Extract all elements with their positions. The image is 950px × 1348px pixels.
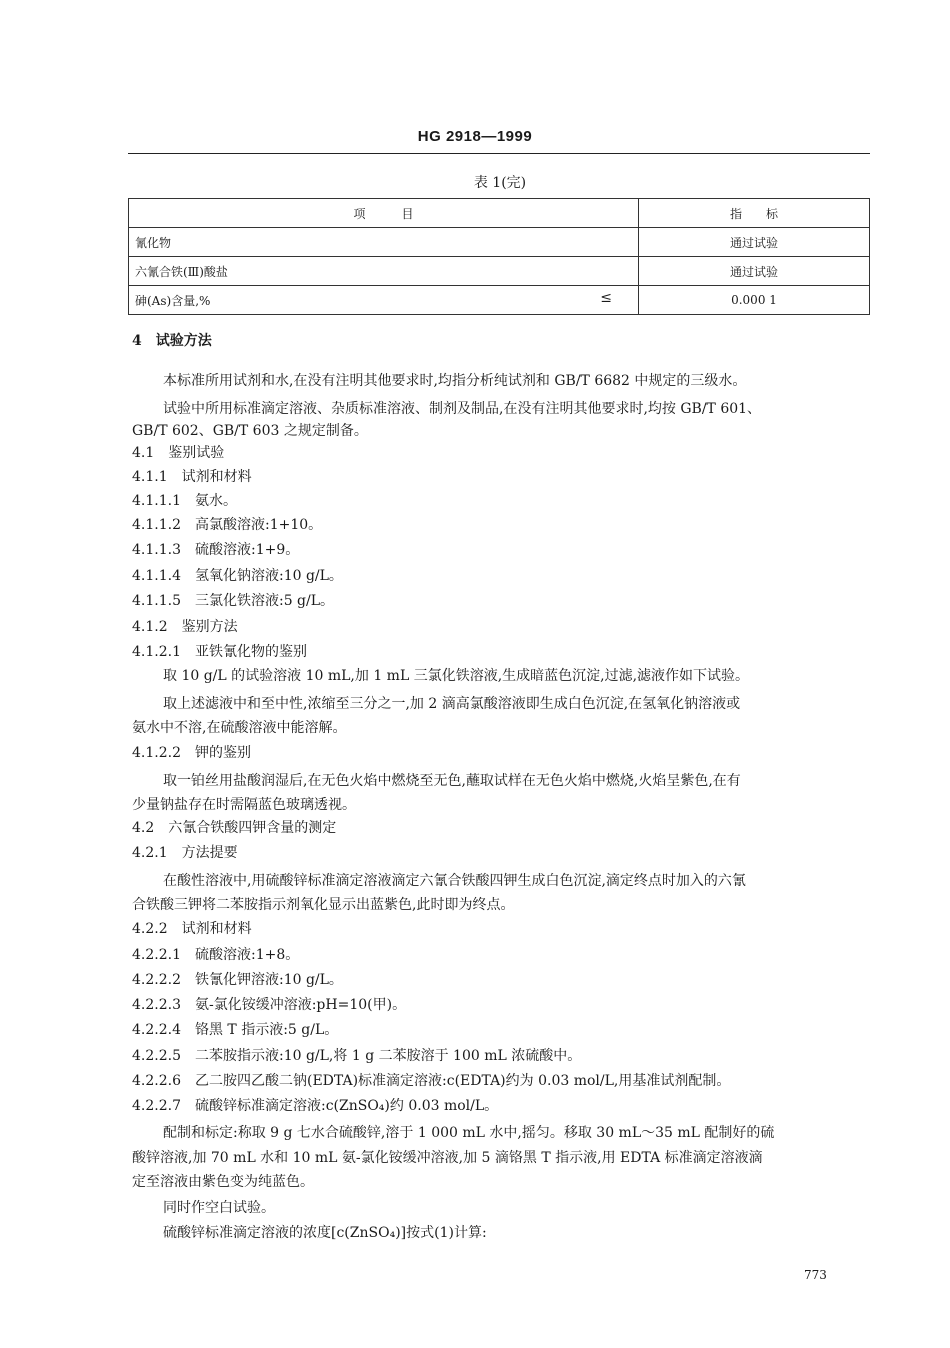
clause-heading: 4.1.2 鉴别方法 bbox=[132, 619, 238, 635]
clause-item: 4.2.2.1 硫酸溶液:1+8。 bbox=[132, 947, 300, 963]
row-value: 通过试验 bbox=[639, 257, 870, 286]
paragraph-line: 氨水中不溶,在硫酸溶液中能溶解。 bbox=[132, 720, 347, 736]
paragraph-line: 同时作空白试验。 bbox=[163, 1200, 275, 1216]
paragraph-line: 在酸性溶液中,用硫酸锌标准滴定溶液滴定六氰合铁酸四钾生成白色沉淀,滴定终点时加入的六氰 bbox=[163, 873, 746, 889]
header-rule bbox=[128, 153, 870, 154]
paragraph-line: 取 10 g/L 的试验溶液 10 mL,加 1 mL 三氯化铁溶液,生成暗蓝色沉淀,过滤,滤液作如下试验。 bbox=[163, 668, 750, 684]
paragraph-line: 硫酸锌标准滴定溶液的浓度[c(ZnSO₄)]按式(1)计算: bbox=[163, 1225, 487, 1241]
paragraph-line: 少量钠盐存在时需隔蓝色玻璃透视。 bbox=[132, 797, 356, 813]
table-row bbox=[129, 286, 870, 315]
row-item: 氰化物 bbox=[129, 228, 639, 257]
row-value: 通过试验 bbox=[639, 228, 870, 257]
standard-code: HG 2918—1999 bbox=[417, 128, 533, 145]
row-item: 六氰合铁(Ⅲ)酸盐 bbox=[129, 257, 639, 286]
paragraph-line: 酸锌溶液,加 70 mL 水和 10 mL 氨-氯化铵缓冲溶液,加 5 滴铬黑 T 指示液,用 EDTA 标准滴定溶液滴 bbox=[132, 1150, 763, 1166]
paragraph-line: 本标准所用试剂和水,在没有注明其他要求时,均指分析纯试剂和 GB/T 6682 中规定的三级水。 bbox=[163, 373, 747, 389]
clause-heading: 4.2.1 方法提要 bbox=[132, 845, 238, 861]
clause-item: 4.1.1.2 高氯酸溶液:1+10。 bbox=[132, 517, 323, 533]
spec-table bbox=[128, 198, 870, 315]
clause-item: 4.2.2.7 硫酸锌标准滴定溶液:c(ZnSO₄)约 0.03 mol/L。 bbox=[132, 1098, 499, 1114]
clause-heading: 4.1 鉴别试验 bbox=[132, 445, 225, 461]
section-heading: 4 试验方法 bbox=[132, 333, 212, 349]
clause-item: 4.1.1.4 氢氧化钠溶液:10 g/L。 bbox=[132, 568, 343, 584]
paragraph-line: 取上述滤液中和至中性,浓缩至三分之一,加 2 滴高氯酸溶液即生成白色沉淀,在氢氧化钠溶液或 bbox=[163, 696, 741, 712]
row-item-cell bbox=[129, 286, 639, 315]
clause-item: 4.2.2.6 乙二胺四乙酸二钠(EDTA)标准滴定溶液:c(EDTA)约为 0.03 mol/L,用基准试剂配制。 bbox=[132, 1073, 731, 1089]
paragraph-line: GB/T 602、GB/T 603 之规定制备。 bbox=[132, 423, 368, 439]
clause-heading: 4.1.2.1 亚铁氰化物的鉴别 bbox=[132, 644, 307, 660]
table-caption: 表 1(完) bbox=[473, 175, 527, 191]
table-row bbox=[129, 257, 870, 286]
row-value: 0.000 1 bbox=[639, 286, 870, 315]
page-number: 773 bbox=[804, 1268, 827, 1282]
clause-item: 4.2.2.2 铁氰化钾溶液:10 g/L。 bbox=[132, 972, 343, 988]
clause-heading: 4.2 六氰合铁酸四钾含量的测定 bbox=[132, 820, 337, 836]
row-item: 砷(As)含量,% bbox=[135, 293, 211, 308]
paragraph-line: 试验中所用标准滴定溶液、杂质标准溶液、制剂及制品,在没有注明其他要求时,均按 GB/T 601、 bbox=[163, 401, 762, 417]
paragraph-line: 定至溶液由紫色变为纯蓝色。 bbox=[132, 1174, 314, 1190]
clause-heading: 4.2.2 试剂和材料 bbox=[132, 921, 252, 937]
paragraph-line: 配制和标定:称取 9 g 七水合硫酸锌,溶于 1 000 mL 水中,摇匀。移取 30 mL～35 mL 配制好的硫 bbox=[163, 1125, 775, 1141]
clause-item: 4.2.2.3 氨-氯化铵缓冲溶液:pH=10(甲)。 bbox=[132, 997, 407, 1013]
clause-item: 4.2.2.5 二苯胺指示液:10 g/L,将 1 g 二苯胺溶于 100 mL 浓硫酸中。 bbox=[132, 1048, 582, 1064]
col-item-header: 项 目 bbox=[129, 199, 639, 228]
clause-item: 4.1.1.3 硫酸溶液:1+9。 bbox=[132, 542, 300, 558]
less-equal-sign: ≤ bbox=[600, 290, 612, 306]
paragraph-line: 合铁酸三钾将二苯胺指示剂氧化显示出蓝紫色,此时即为终点。 bbox=[132, 897, 515, 913]
clause-item: 4.1.1.1 氨水。 bbox=[132, 493, 237, 509]
clause-item: 4.2.2.4 铬黑 T 指示液:5 g/L。 bbox=[132, 1022, 339, 1038]
table-header-row bbox=[129, 199, 870, 228]
clause-item: 4.1.1.5 三氯化铁溶液:5 g/L。 bbox=[132, 593, 335, 609]
col-value-header: 指 标 bbox=[639, 199, 870, 228]
paragraph-line: 取一铂丝用盐酸润湿后,在无色火焰中燃烧至无色,蘸取试样在无色火焰中燃烧,火焰呈紫色,在有 bbox=[163, 773, 741, 789]
clause-heading: 4.1.2.2 钾的鉴别 bbox=[132, 745, 251, 761]
table-row bbox=[129, 228, 870, 257]
clause-heading: 4.1.1 试剂和材料 bbox=[132, 469, 252, 485]
